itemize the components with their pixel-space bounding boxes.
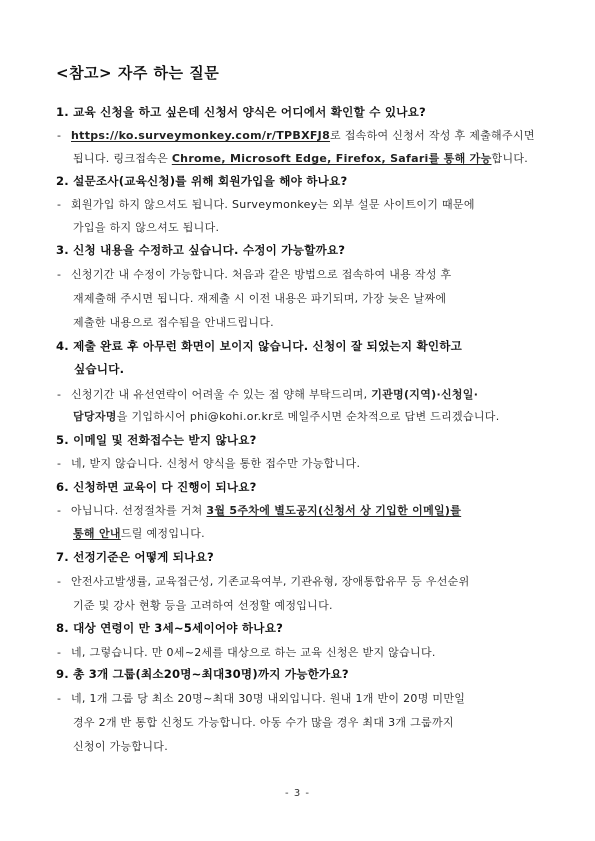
faq-question-8: 8. 대상 연령이 만 3세~5세이어야 하나요? [56, 621, 284, 635]
answer-text: 신청기간 내 수정이 가능합니다. 처음과 같은 방법으로 접속하여 내용 작성 후 [71, 268, 452, 281]
list-dash: - [57, 268, 62, 281]
faq-question-4-line-1: 4. 제출 완료 후 아무런 화면이 보이지 않습니다. 신청이 잘 되었는지 확인하고 [56, 339, 463, 353]
faq-answer-3-line-3: 제출한 내용으로 접수됨을 안내드립니다. [73, 316, 274, 329]
page-number: - 3 - [285, 788, 310, 799]
list-dash: - [57, 129, 62, 142]
faq-answer-3-line-1 [57, 266, 451, 282]
required-fields-emphasis: 기관명(지역)·신청일· [371, 388, 479, 401]
faq-answer-5-line-1 [57, 455, 360, 471]
browser-support-emphasis: Chrome, Microsoft Edge, Firefox, Safari를 통해 가능 [171, 152, 492, 165]
faq-answer-6-line-2 [73, 525, 205, 541]
faq-question-2: 2. 설문조사(교육신청)를 위해 회원가입을 해야 하나요? [56, 174, 348, 188]
answer-text: 네, 그렇습니다. 만 0세~2세를 대상으로 하는 교육 신청은 받지 않습니다. [71, 646, 436, 659]
faq-answer-8-line-1 [57, 644, 436, 660]
faq-answer-9-line-3: 신청이 가능합니다. [73, 740, 169, 753]
list-dash: - [57, 692, 62, 705]
list-dash: - [57, 504, 62, 517]
survey-link[interactable]: https://ko.surveymonkey.com/r/TPBXFJ8 [71, 129, 331, 142]
faq-answer-7-line-1 [57, 573, 470, 589]
faq-answer-7-line-2: 기준 및 강사 현황 등을 고려하여 선정할 예정입니다. [73, 599, 333, 612]
list-dash: - [57, 457, 62, 470]
faq-answer-1-line-2 [73, 150, 528, 166]
answer-text: 안전사고발생률, 교육접근성, 기존교육여부, 기관유형, 장애통합유무 등 우선순위 [71, 575, 470, 588]
faq-answer-4-line-2 [73, 408, 500, 424]
answer-text: 회원가입 하지 않으셔도 됩니다. Surveymonkey는 외부 설문 사이트이기 때문에 [71, 198, 475, 211]
answer-text: 됩니다. 링크접속은 [73, 152, 172, 165]
notice-schedule-emphasis: 통해 안내 [73, 527, 121, 540]
faq-answer-9-line-1 [57, 690, 465, 706]
faq-question-6: 6. 신청하면 교육이 다 진행이 되나요? [56, 480, 257, 494]
answer-text: 신청기간 내 유선연락이 어려울 수 있는 점 양해 부탁드리며, [71, 388, 372, 401]
faq-answer-1-line-1 [57, 127, 535, 143]
faq-answer-3-line-2: 재제출해 주시면 됩니다. 재제출 시 이전 내용은 파기되며, 가장 늦은 날짜에 [73, 292, 447, 305]
faq-answer-2-line-1 [57, 196, 475, 212]
section-heading: <참고> 자주 하는 질문 [56, 64, 220, 82]
answer-text: 네, 1개 그룹 당 최소 20명~최대 30명 내외입니다. 원내 1개 반이 20명 미만일 [71, 692, 466, 705]
answer-text: 드릴 예정입니다. [120, 527, 205, 540]
notice-schedule-emphasis: 3월 5주차에 별도공지(신청서 상 기입한 이메일)를 [206, 504, 462, 517]
faq-question-1: 1. 교육 신청을 하고 싶은데 신청서 양식은 어디에서 확인할 수 있나요? [56, 105, 426, 119]
answer-text: 을 기입하시어 phi@kohi.or.kr로 메일주시면 순차적으로 답변 드리겠습니다. [116, 410, 500, 423]
list-dash: - [57, 646, 62, 659]
answer-text: 합니다. [491, 152, 529, 165]
faq-answer-9-line-2: 경우 2개 반 통합 신청도 가능합니다. 아동 수가 많을 경우 최대 3개 그룹까지 [73, 716, 454, 729]
faq-question-4-line-2: 싶습니다. [74, 362, 125, 376]
answer-text: 로 접속하여 신청서 작성 후 제출해주시면 [330, 129, 535, 142]
faq-answer-2-line-2: 가입을 하지 않으셔도 됩니다. [73, 221, 220, 234]
faq-answer-4-line-1 [57, 386, 478, 402]
required-fields-emphasis: 담당자명 [73, 410, 117, 423]
answer-text: 아닙니다. 선정절차를 거쳐 [71, 504, 207, 517]
list-dash: - [57, 388, 62, 401]
answer-text: 네, 받지 않습니다. 신청서 양식을 통한 접수만 가능합니다. [71, 457, 361, 470]
faq-question-3: 3. 신청 내용을 수정하고 싶습니다. 수정이 가능할까요? [56, 243, 346, 257]
faq-question-5: 5. 이메일 및 전화접수는 받지 않나요? [56, 433, 257, 447]
faq-answer-6-line-1 [57, 502, 461, 518]
faq-question-9: 9. 총 3개 그룹(최소20명~최대30명)까지 가능한가요? [56, 667, 349, 681]
list-dash: - [57, 575, 62, 588]
faq-question-7: 7. 선정기준은 어떻게 되나요? [56, 550, 214, 564]
list-dash: - [57, 198, 62, 211]
